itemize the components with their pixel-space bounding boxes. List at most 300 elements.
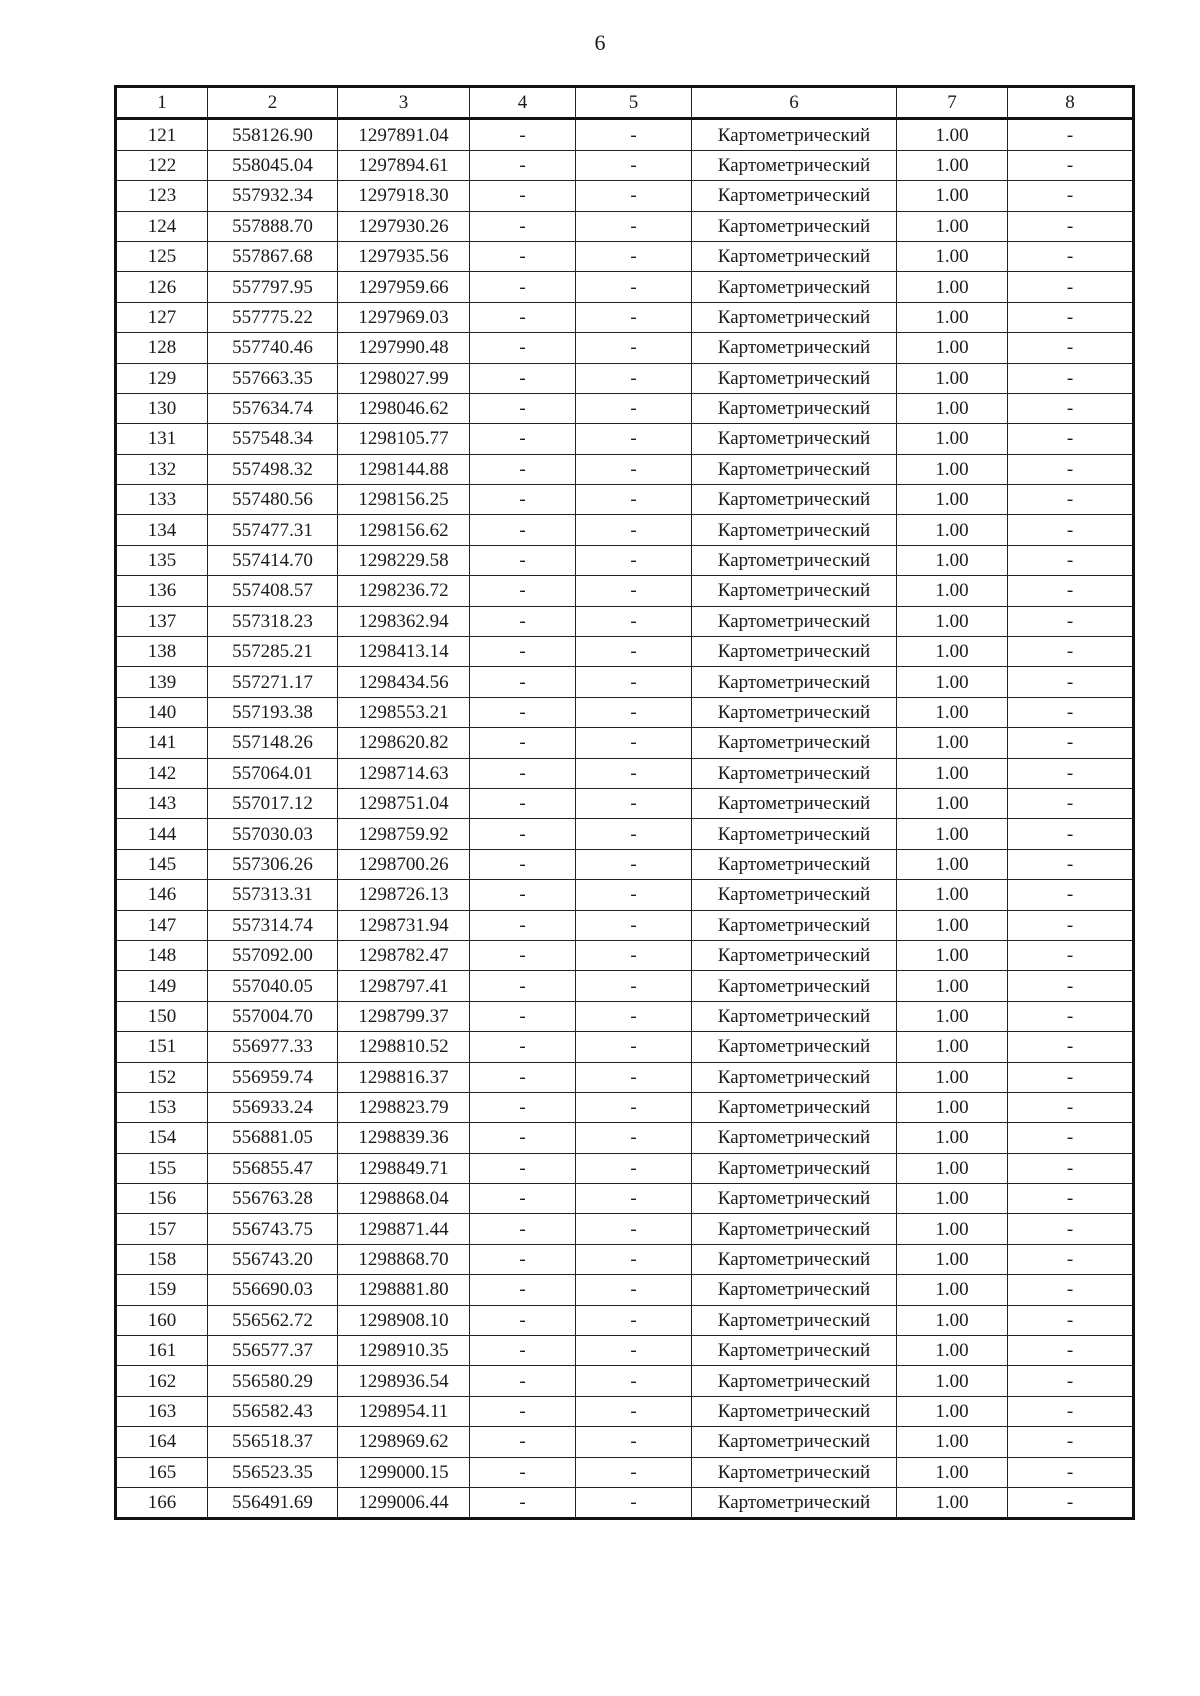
x-coordinate-cell: 557314.74 — [208, 910, 338, 940]
accuracy-cell: 1.00 — [897, 272, 1008, 302]
y-coordinate-cell: 1297930.26 — [338, 211, 470, 241]
col8-cell: - — [1008, 1457, 1134, 1487]
col4-cell: - — [470, 728, 576, 758]
table-row — [116, 302, 1134, 332]
col5-cell: - — [576, 1427, 692, 1457]
method-cell: Картометрический — [692, 1214, 897, 1244]
point-number-cell: 151 — [116, 1032, 208, 1062]
method-cell: Картометрический — [692, 728, 897, 758]
col5-cell: - — [576, 606, 692, 636]
y-coordinate-cell: 1298839.36 — [338, 1123, 470, 1153]
method-cell: Картометрический — [692, 302, 897, 332]
point-number-cell: 154 — [116, 1123, 208, 1153]
x-coordinate-cell: 557775.22 — [208, 302, 338, 332]
table-row — [116, 1184, 1134, 1214]
col8-cell: - — [1008, 1427, 1134, 1457]
col5-cell: - — [576, 545, 692, 575]
x-coordinate-cell: 557414.70 — [208, 545, 338, 575]
col5-cell: - — [576, 1001, 692, 1031]
table-row — [116, 1457, 1134, 1487]
x-coordinate-cell: 557285.21 — [208, 637, 338, 667]
method-cell: Картометрический — [692, 1336, 897, 1366]
column-header: 4 — [470, 87, 576, 119]
table-body — [116, 119, 1134, 1519]
col5-cell: - — [576, 272, 692, 302]
y-coordinate-cell: 1298816.37 — [338, 1062, 470, 1092]
accuracy-cell: 1.00 — [897, 241, 1008, 271]
col4-cell: - — [470, 1427, 576, 1457]
point-number-cell: 125 — [116, 241, 208, 271]
point-number-cell: 138 — [116, 637, 208, 667]
col4-cell: - — [470, 637, 576, 667]
accuracy-cell: 1.00 — [897, 606, 1008, 636]
method-cell: Картометрический — [692, 181, 897, 211]
col5-cell: - — [576, 1214, 692, 1244]
table-header-row — [116, 87, 1134, 119]
col4-cell: - — [470, 363, 576, 393]
method-cell: Картометрический — [692, 1032, 897, 1062]
point-number-cell: 132 — [116, 454, 208, 484]
accuracy-cell: 1.00 — [897, 880, 1008, 910]
y-coordinate-cell: 1298936.54 — [338, 1366, 470, 1396]
col5-cell: - — [576, 1366, 692, 1396]
table-row — [116, 454, 1134, 484]
method-cell: Картометрический — [692, 1396, 897, 1426]
point-number-cell: 159 — [116, 1275, 208, 1305]
col4-cell: - — [470, 545, 576, 575]
point-number-cell: 134 — [116, 515, 208, 545]
point-number-cell: 156 — [116, 1184, 208, 1214]
x-coordinate-cell: 557498.32 — [208, 454, 338, 484]
table-row — [116, 1123, 1134, 1153]
x-coordinate-cell: 556743.75 — [208, 1214, 338, 1244]
col4-cell: - — [470, 1123, 576, 1153]
col8-cell: - — [1008, 1184, 1134, 1214]
y-coordinate-cell: 1298849.71 — [338, 1153, 470, 1183]
method-cell: Картометрический — [692, 697, 897, 727]
table-row — [116, 971, 1134, 1001]
y-coordinate-cell: 1298156.25 — [338, 485, 470, 515]
point-number-cell: 161 — [116, 1336, 208, 1366]
point-number-cell: 164 — [116, 1427, 208, 1457]
accuracy-cell: 1.00 — [897, 697, 1008, 727]
col5-cell: - — [576, 119, 692, 150]
col8-cell: - — [1008, 697, 1134, 727]
point-number-cell: 140 — [116, 697, 208, 727]
col4-cell: - — [470, 697, 576, 727]
col4-cell: - — [470, 940, 576, 970]
y-coordinate-cell: 1298782.47 — [338, 940, 470, 970]
accuracy-cell: 1.00 — [897, 515, 1008, 545]
accuracy-cell: 1.00 — [897, 119, 1008, 150]
col8-cell: - — [1008, 728, 1134, 758]
table-row — [116, 333, 1134, 363]
y-coordinate-cell: 1298620.82 — [338, 728, 470, 758]
point-number-cell: 152 — [116, 1062, 208, 1092]
col5-cell: - — [576, 424, 692, 454]
col8-cell: - — [1008, 1487, 1134, 1518]
accuracy-cell: 1.00 — [897, 910, 1008, 940]
col5-cell: - — [576, 849, 692, 879]
col8-cell: - — [1008, 1032, 1134, 1062]
method-cell: Картометрический — [692, 1457, 897, 1487]
method-cell: Картометрический — [692, 758, 897, 788]
col8-cell: - — [1008, 971, 1134, 1001]
table-row — [116, 1366, 1134, 1396]
x-coordinate-cell: 556933.24 — [208, 1092, 338, 1122]
accuracy-cell: 1.00 — [897, 1275, 1008, 1305]
col5-cell: - — [576, 880, 692, 910]
method-cell: Картометрический — [692, 1184, 897, 1214]
col5-cell: - — [576, 910, 692, 940]
x-coordinate-cell: 557004.70 — [208, 1001, 338, 1031]
method-cell: Картометрический — [692, 485, 897, 515]
method-cell: Картометрический — [692, 576, 897, 606]
col5-cell: - — [576, 819, 692, 849]
col4-cell: - — [470, 119, 576, 150]
table-row — [116, 940, 1134, 970]
col4-cell: - — [470, 971, 576, 1001]
y-coordinate-cell: 1298362.94 — [338, 606, 470, 636]
x-coordinate-cell: 556959.74 — [208, 1062, 338, 1092]
accuracy-cell: 1.00 — [897, 819, 1008, 849]
accuracy-cell: 1.00 — [897, 1396, 1008, 1426]
method-cell: Картометрический — [692, 1062, 897, 1092]
col8-cell: - — [1008, 181, 1134, 211]
col5-cell: - — [576, 1457, 692, 1487]
table-row — [116, 1214, 1134, 1244]
point-number-cell: 149 — [116, 971, 208, 1001]
table-row — [116, 849, 1134, 879]
method-cell: Картометрический — [692, 454, 897, 484]
col5-cell: - — [576, 637, 692, 667]
y-coordinate-cell: 1299006.44 — [338, 1487, 470, 1518]
col5-cell: - — [576, 241, 692, 271]
method-cell: Картометрический — [692, 849, 897, 879]
x-coordinate-cell: 556580.29 — [208, 1366, 338, 1396]
col5-cell: - — [576, 940, 692, 970]
col4-cell: - — [470, 150, 576, 180]
accuracy-cell: 1.00 — [897, 1487, 1008, 1518]
x-coordinate-cell: 558045.04 — [208, 150, 338, 180]
col4-cell: - — [470, 393, 576, 423]
method-cell: Картометрический — [692, 363, 897, 393]
y-coordinate-cell: 1298413.14 — [338, 637, 470, 667]
accuracy-cell: 1.00 — [897, 424, 1008, 454]
y-coordinate-cell: 1298714.63 — [338, 758, 470, 788]
y-coordinate-cell: 1298799.37 — [338, 1001, 470, 1031]
x-coordinate-cell: 558126.90 — [208, 119, 338, 150]
col4-cell: - — [470, 1336, 576, 1366]
accuracy-cell: 1.00 — [897, 1062, 1008, 1092]
table-row — [116, 576, 1134, 606]
y-coordinate-cell: 1298553.21 — [338, 697, 470, 727]
x-coordinate-cell: 557040.05 — [208, 971, 338, 1001]
col5-cell: - — [576, 1275, 692, 1305]
point-number-cell: 139 — [116, 667, 208, 697]
point-number-cell: 131 — [116, 424, 208, 454]
x-coordinate-cell: 557932.34 — [208, 181, 338, 211]
x-coordinate-cell: 557408.57 — [208, 576, 338, 606]
col5-cell: - — [576, 1184, 692, 1214]
x-coordinate-cell: 557017.12 — [208, 788, 338, 818]
point-number-cell: 124 — [116, 211, 208, 241]
method-cell: Картометрический — [692, 424, 897, 454]
accuracy-cell: 1.00 — [897, 1305, 1008, 1335]
table-row — [116, 545, 1134, 575]
col5-cell: - — [576, 1123, 692, 1153]
accuracy-cell: 1.00 — [897, 1366, 1008, 1396]
col8-cell: - — [1008, 849, 1134, 879]
x-coordinate-cell: 557477.31 — [208, 515, 338, 545]
col8-cell: - — [1008, 1305, 1134, 1335]
col8-cell: - — [1008, 1244, 1134, 1274]
table-row — [116, 1153, 1134, 1183]
y-coordinate-cell: 1298434.56 — [338, 667, 470, 697]
accuracy-cell: 1.00 — [897, 1153, 1008, 1183]
col4-cell: - — [470, 1396, 576, 1426]
column-header: 2 — [208, 87, 338, 119]
y-coordinate-cell: 1298156.62 — [338, 515, 470, 545]
accuracy-cell: 1.00 — [897, 1032, 1008, 1062]
x-coordinate-cell: 557740.46 — [208, 333, 338, 363]
col4-cell: - — [470, 1032, 576, 1062]
y-coordinate-cell: 1298969.62 — [338, 1427, 470, 1457]
col4-cell: - — [470, 1487, 576, 1518]
col8-cell: - — [1008, 1092, 1134, 1122]
method-cell: Картометрический — [692, 211, 897, 241]
accuracy-cell: 1.00 — [897, 211, 1008, 241]
col4-cell: - — [470, 515, 576, 545]
method-cell: Картометрический — [692, 606, 897, 636]
y-coordinate-cell: 1298236.72 — [338, 576, 470, 606]
x-coordinate-cell: 557318.23 — [208, 606, 338, 636]
x-coordinate-cell: 557030.03 — [208, 819, 338, 849]
point-number-cell: 145 — [116, 849, 208, 879]
point-number-cell: 129 — [116, 363, 208, 393]
point-number-cell: 157 — [116, 1214, 208, 1244]
col8-cell: - — [1008, 333, 1134, 363]
accuracy-cell: 1.00 — [897, 1092, 1008, 1122]
y-coordinate-cell: 1299000.15 — [338, 1457, 470, 1487]
col5-cell: - — [576, 1396, 692, 1426]
point-number-cell: 136 — [116, 576, 208, 606]
method-cell: Картометрический — [692, 1092, 897, 1122]
method-cell: Картометрический — [692, 272, 897, 302]
point-number-cell: 162 — [116, 1366, 208, 1396]
x-coordinate-cell: 556855.47 — [208, 1153, 338, 1183]
col4-cell: - — [470, 1457, 576, 1487]
x-coordinate-cell: 556743.20 — [208, 1244, 338, 1274]
method-cell: Картометрический — [692, 150, 897, 180]
point-number-cell: 135 — [116, 545, 208, 575]
col4-cell: - — [470, 880, 576, 910]
col5-cell: - — [576, 150, 692, 180]
col8-cell: - — [1008, 302, 1134, 332]
point-number-cell: 160 — [116, 1305, 208, 1335]
x-coordinate-cell: 556491.69 — [208, 1487, 338, 1518]
col8-cell: - — [1008, 1123, 1134, 1153]
x-coordinate-cell: 557092.00 — [208, 940, 338, 970]
col5-cell: - — [576, 211, 692, 241]
x-coordinate-cell: 557306.26 — [208, 849, 338, 879]
x-coordinate-cell: 557548.34 — [208, 424, 338, 454]
y-coordinate-cell: 1297891.04 — [338, 119, 470, 150]
method-cell: Картометрический — [692, 1305, 897, 1335]
col8-cell: - — [1008, 1153, 1134, 1183]
point-number-cell: 158 — [116, 1244, 208, 1274]
col4-cell: - — [470, 1305, 576, 1335]
col5-cell: - — [576, 485, 692, 515]
point-number-cell: 153 — [116, 1092, 208, 1122]
col8-cell: - — [1008, 1062, 1134, 1092]
accuracy-cell: 1.00 — [897, 393, 1008, 423]
x-coordinate-cell: 556763.28 — [208, 1184, 338, 1214]
x-coordinate-cell: 557148.26 — [208, 728, 338, 758]
col5-cell: - — [576, 728, 692, 758]
method-cell: Картометрический — [692, 971, 897, 1001]
x-coordinate-cell: 556518.37 — [208, 1427, 338, 1457]
table-row — [116, 1396, 1134, 1426]
method-cell: Картометрический — [692, 880, 897, 910]
method-cell: Картометрический — [692, 1001, 897, 1031]
y-coordinate-cell: 1298810.52 — [338, 1032, 470, 1062]
col4-cell: - — [470, 181, 576, 211]
method-cell: Картометрический — [692, 333, 897, 363]
y-coordinate-cell: 1298700.26 — [338, 849, 470, 879]
col8-cell: - — [1008, 1336, 1134, 1366]
method-cell: Картометрический — [692, 545, 897, 575]
y-coordinate-cell: 1298229.58 — [338, 545, 470, 575]
col8-cell: - — [1008, 667, 1134, 697]
y-coordinate-cell: 1297990.48 — [338, 333, 470, 363]
table-row — [116, 1487, 1134, 1518]
accuracy-cell: 1.00 — [897, 667, 1008, 697]
accuracy-cell: 1.00 — [897, 485, 1008, 515]
col8-cell: - — [1008, 393, 1134, 423]
column-header: 5 — [576, 87, 692, 119]
method-cell: Картометрический — [692, 637, 897, 667]
method-cell: Картометрический — [692, 1487, 897, 1518]
col8-cell: - — [1008, 241, 1134, 271]
col4-cell: - — [470, 910, 576, 940]
point-number-cell: 166 — [116, 1487, 208, 1518]
y-coordinate-cell: 1298105.77 — [338, 424, 470, 454]
col4-cell: - — [470, 1366, 576, 1396]
method-cell: Картометрический — [692, 1153, 897, 1183]
table-row — [116, 272, 1134, 302]
col5-cell: - — [576, 697, 692, 727]
table-row — [116, 485, 1134, 515]
method-cell: Картометрический — [692, 1366, 897, 1396]
y-coordinate-cell: 1298027.99 — [338, 363, 470, 393]
col4-cell: - — [470, 1092, 576, 1122]
col4-cell: - — [470, 788, 576, 818]
col5-cell: - — [576, 667, 692, 697]
col4-cell: - — [470, 576, 576, 606]
table-row — [116, 211, 1134, 241]
table-row — [116, 910, 1134, 940]
y-coordinate-cell: 1297959.66 — [338, 272, 470, 302]
col8-cell: - — [1008, 1366, 1134, 1396]
method-cell: Картометрический — [692, 515, 897, 545]
y-coordinate-cell: 1298868.04 — [338, 1184, 470, 1214]
accuracy-cell: 1.00 — [897, 1244, 1008, 1274]
x-coordinate-cell: 557271.17 — [208, 667, 338, 697]
col5-cell: - — [576, 1336, 692, 1366]
point-number-cell: 128 — [116, 333, 208, 363]
col8-cell: - — [1008, 910, 1134, 940]
y-coordinate-cell: 1298910.35 — [338, 1336, 470, 1366]
col5-cell: - — [576, 1032, 692, 1062]
col5-cell: - — [576, 1305, 692, 1335]
accuracy-cell: 1.00 — [897, 728, 1008, 758]
col5-cell: - — [576, 363, 692, 393]
y-coordinate-cell: 1297969.03 — [338, 302, 470, 332]
x-coordinate-cell: 557193.38 — [208, 697, 338, 727]
table-row — [116, 181, 1134, 211]
point-number-cell: 144 — [116, 819, 208, 849]
method-cell: Картометрический — [692, 1123, 897, 1153]
y-coordinate-cell: 1298797.41 — [338, 971, 470, 1001]
col4-cell: - — [470, 1184, 576, 1214]
col5-cell: - — [576, 1244, 692, 1274]
point-number-cell: 163 — [116, 1396, 208, 1426]
col5-cell: - — [576, 1062, 692, 1092]
point-number-cell: 123 — [116, 181, 208, 211]
point-number-cell: 148 — [116, 940, 208, 970]
accuracy-cell: 1.00 — [897, 576, 1008, 606]
table-row — [116, 1062, 1134, 1092]
col4-cell: - — [470, 1214, 576, 1244]
point-number-cell: 143 — [116, 788, 208, 818]
accuracy-cell: 1.00 — [897, 1457, 1008, 1487]
point-number-cell: 165 — [116, 1457, 208, 1487]
col5-cell: - — [576, 302, 692, 332]
method-cell: Картометрический — [692, 819, 897, 849]
table-row — [116, 606, 1134, 636]
accuracy-cell: 1.00 — [897, 1427, 1008, 1457]
point-number-cell: 147 — [116, 910, 208, 940]
col8-cell: - — [1008, 940, 1134, 970]
y-coordinate-cell: 1297894.61 — [338, 150, 470, 180]
table-row — [116, 697, 1134, 727]
table-row — [116, 424, 1134, 454]
col5-cell: - — [576, 515, 692, 545]
accuracy-cell: 1.00 — [897, 758, 1008, 788]
col8-cell: - — [1008, 363, 1134, 393]
col8-cell: - — [1008, 576, 1134, 606]
col8-cell: - — [1008, 788, 1134, 818]
method-cell: Картометрический — [692, 940, 897, 970]
col5-cell: - — [576, 333, 692, 363]
point-number-cell: 137 — [116, 606, 208, 636]
col8-cell: - — [1008, 424, 1134, 454]
method-cell: Картометрический — [692, 1244, 897, 1274]
y-coordinate-cell: 1298726.13 — [338, 880, 470, 910]
x-coordinate-cell: 556690.03 — [208, 1275, 338, 1305]
col5-cell: - — [576, 1092, 692, 1122]
col4-cell: - — [470, 1275, 576, 1305]
accuracy-cell: 1.00 — [897, 363, 1008, 393]
coordinates-table — [114, 85, 1135, 1520]
column-header: 8 — [1008, 87, 1134, 119]
col5-cell: - — [576, 393, 692, 423]
table-row — [116, 363, 1134, 393]
table-row — [116, 1305, 1134, 1335]
col4-cell: - — [470, 454, 576, 484]
col4-cell: - — [470, 1244, 576, 1274]
